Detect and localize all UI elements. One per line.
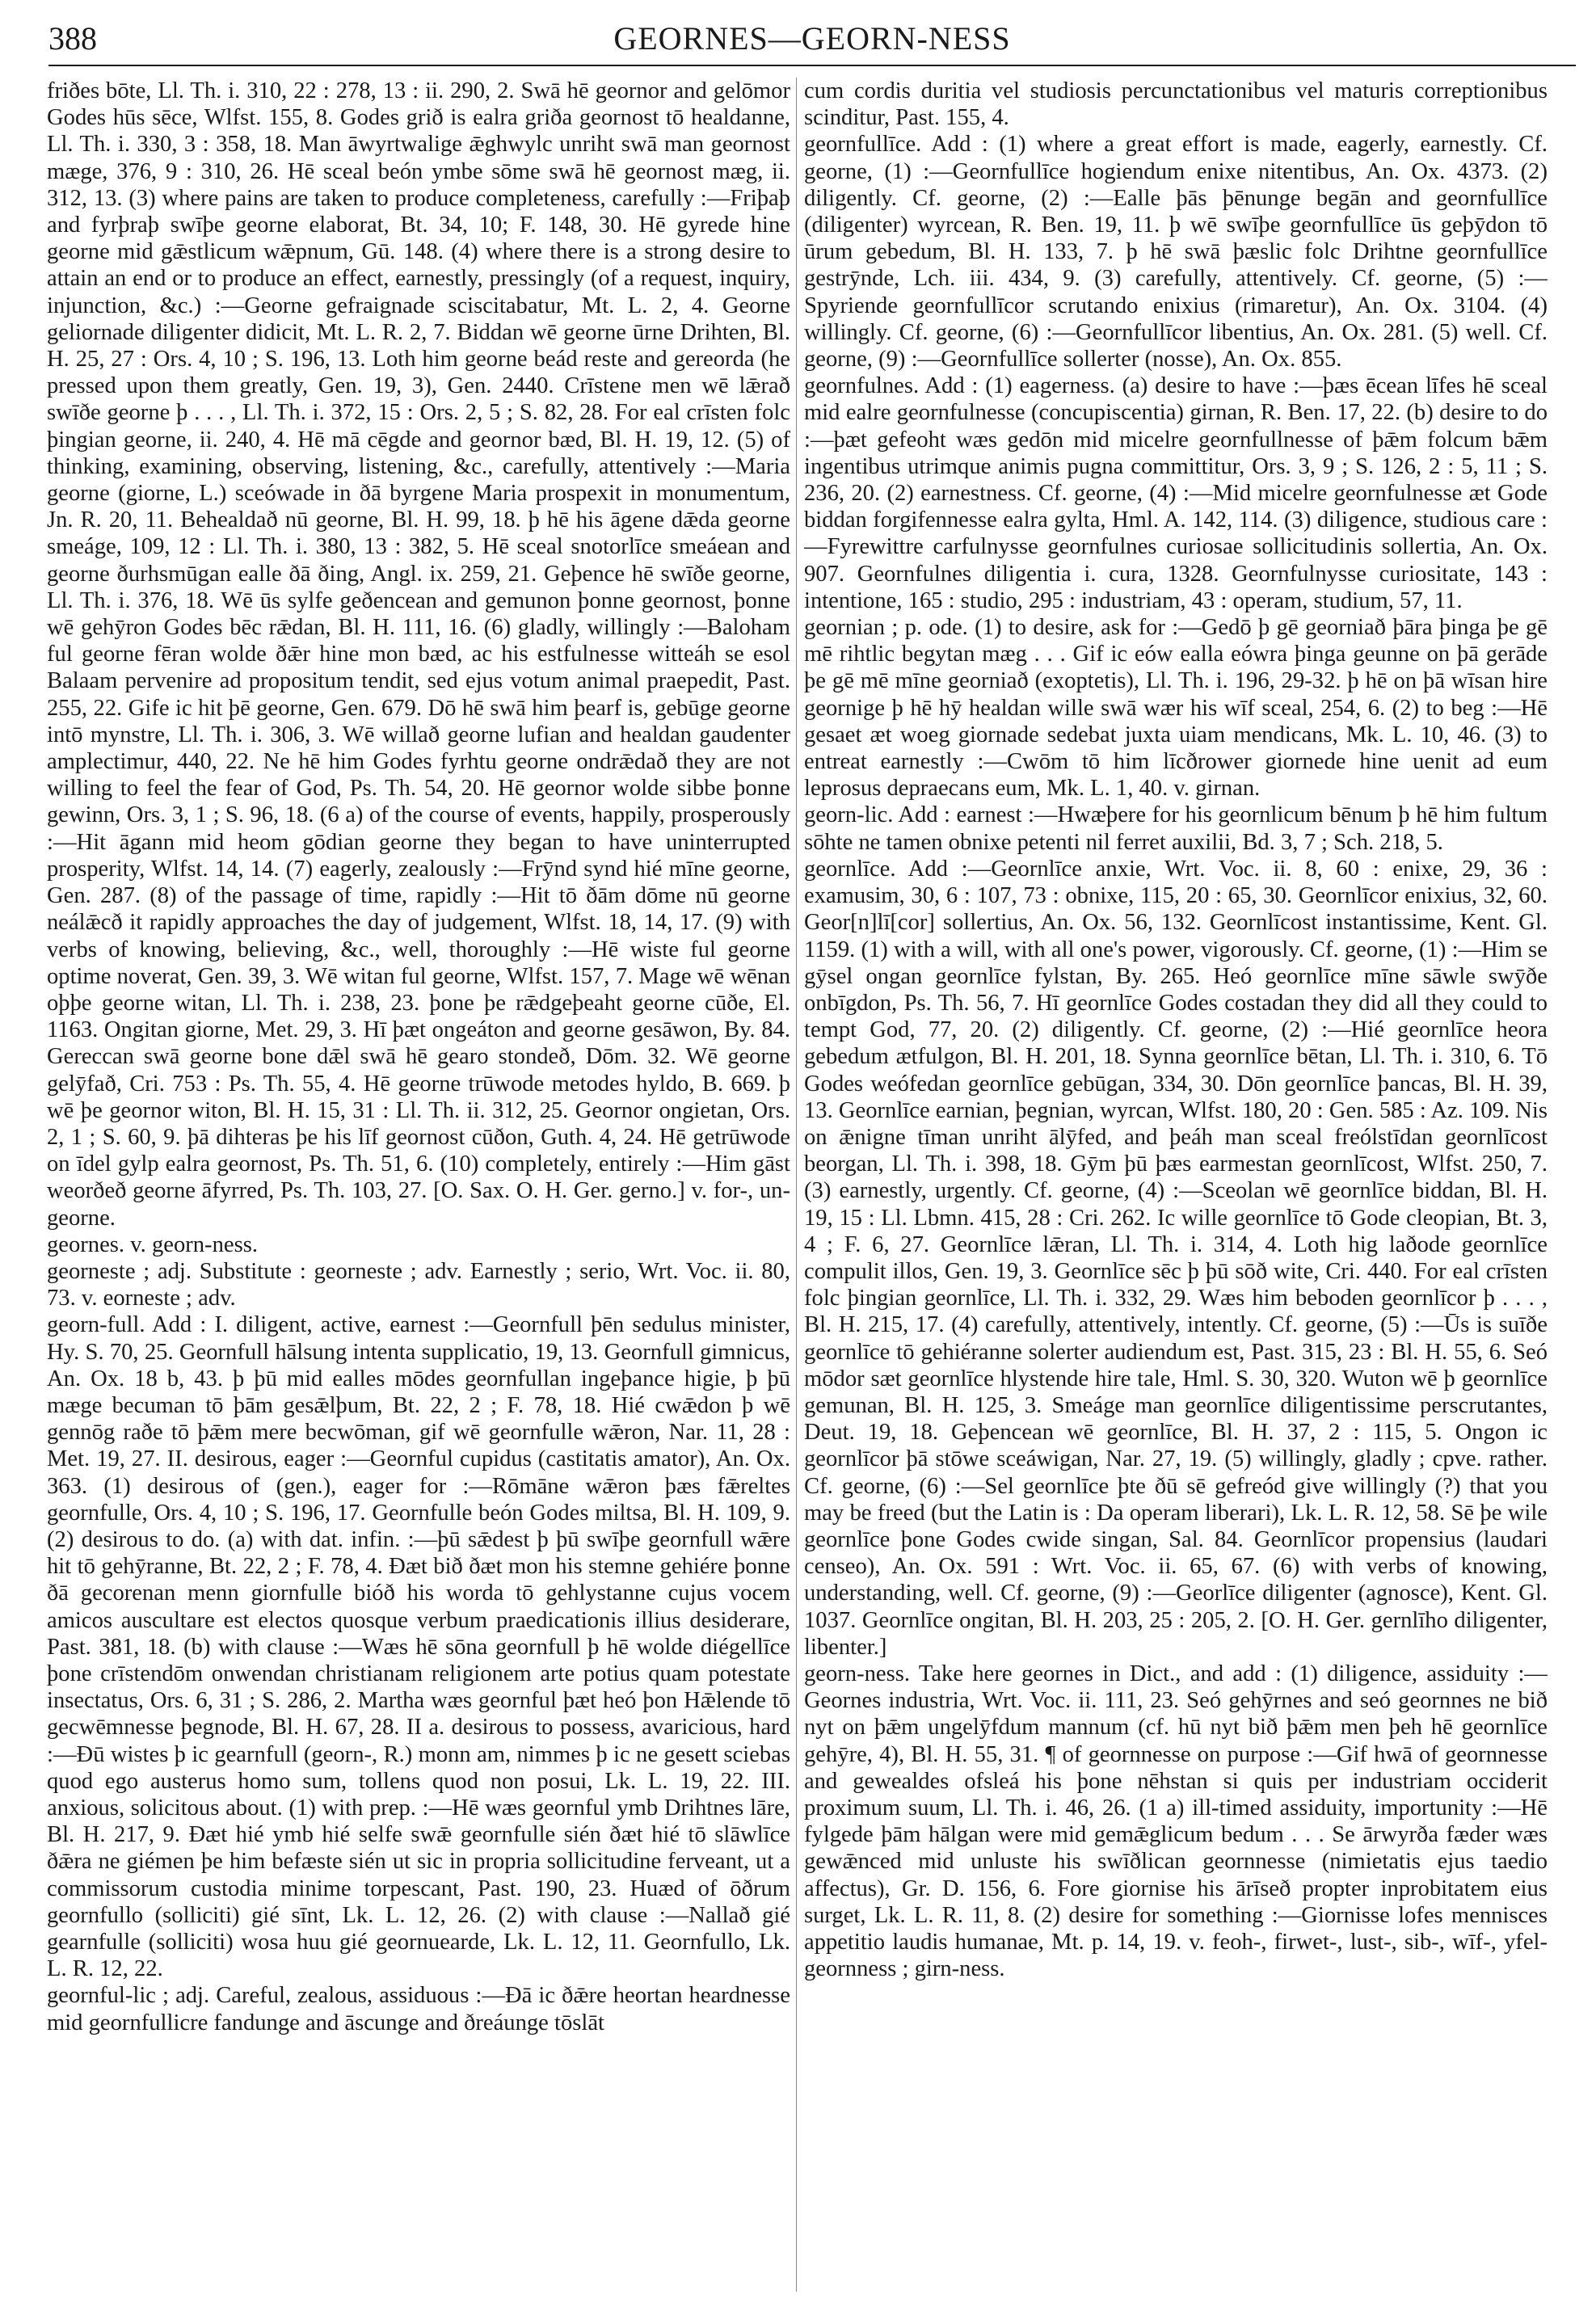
entry-georn-full: georn-full. Add : I. diligent, active, earnest :—Geornfull þēn sedulus minister, Hy. S. 70, 25. Geornfull hālsung intenta supplicatio, 19, 13. Geornfull gimnicus, An. Ox. 18 b, 43. þ þū mid ealles mōdes geornfullan ingeþance higie, þ þū mæge becuman tō þām gesǣlþum, Bt. 22, 2 ; F. 78, 18. Hié cwǣdon þ wē gennōg raðe tō þǣm mere becwōman, gif wē geornfulle wǣron, Nar. 11, 28 : Met. 19, 27. II. desirous, eager :—Geornful cupidus (castitatis amator), An. Ox. 363. (1) desirous of (gen.), eager for :—Rōmāne wǣron þæs fǣreltes geornfulle, Ors. 4, 10 ; S. 196, 17. Geornfulle beón Godes miltsa, Bl. H. 109, 9. (2) desirous to do. (a) with dat. infin. :—þū sǣdest þ þū swīþe geornfull wǣre hit tō gehȳranne, Bt. 22, 2 ; F. 78, 4. Ðæt bið ðæt mon his stemne gehiére þonne ðā gecorenan menn giornfulle bióð his worda tō gehlystanne cujus vocem amicos auscultare est electos quosque verbum praedicationis illius desiderare, Past. 381, 18. (b) with clause :—Wæs hē sōna geornfull þ hē wolde diégellīce þone crīstendōm onwendan christianam religionem arte potius quam potestate insectatus, Ors. 6, 31 ; S. 286, 2. Martha wæs geornful þæt heó þon Hǣlende tō gecwēmnesse þegnode, Bl. H. 67, 28. II a. desirous to possess, avaricious, hard :—Ðū wistes þ ic gearnfull (georn-, R.) monn am, nimmes þ ic ne gesett sciebas quod ego austerus homo sum, tollens quod non posui, Lk. L. 19, 22. III. anxious, solicitous about. (1) with prep. :—Hē wæs geornful ymb Drihtnes lāre, Bl. H. 217, 9. Ðæt hié ymb hié selfe swǣ geornfulle sién ðæt hié tō slāwlīce ðǣra ne giémen þe him befæste sién ut sic in propria sollicitudine ferveant, ut a commissorum custodia minime torpescant, Past. 190, 23. Huæd of ōðrum geornfullo (solliciti) gié sīnt, Lk. L. 12, 26. (2) with clause :—Nallað gié gearnfulle (solliciti) wosa huu gié geornueardе, Lk. L. 12, 11. Geornfullo, Lk. L. R. 12, 22.	[47, 1312, 790, 1982]
entry-geornfullice: geornfullīce. Add : (1) where a great effort is made, eagerly, earnestly. Cf. georne, (1) :—Geornfullīce hogiendum enixe nitentibus, An. Ox. 4373. (2) diligently. Cf. georne, (2) :—Ealle þās þēnunge begān and geornfullīce (diligenter) wyrcean, R. Ben. 19, 11. þ wē swīþe geornfullīce ūs geþȳdon tō ūrum gebedum, Bl. H. 133, 7. þ hē swā þæslic folc Drihtne geornfullīce gestrȳnde, Lch. iii. 434, 9. (3) carefully, attentively. Cf. georne, (5) :—Spyriende geornfullīcor scrutando enixius (rimaretur), An. Ox. 3104. (4) willingly. Cf. georne, (6) :—Geornfullīcor libentius, An. Ox. 281. (5) well. Cf. georne, (9) :—Geornfullīce sollerter (nosse), An. Ox. 855.	[804, 132, 1548, 373]
entry-geornful-lic: geornful-lic ; adj. Careful, zealous, assiduous :—Ðā ic ðǣre heortan heardnesse mid geornfullicre fandunge and āscunge and ðreáunge tōslāt	[47, 1983, 790, 2035]
entry-georn-ness: georn-ness. Take here geornes in Dict., and add : (1) diligence, assiduity :—Geornes industria, Wrt. Voc. ii. 111, 23. Seó gehȳrnes and seó geornnes ne bið nyt on þǣm ungelȳfdum mannum (cf. hū nyt bið þǣm men þeh hē geornlīce gehȳre, 4), Bl. H. 55, 31. ¶ of geornnesse on purpose :—Gif hwā of geornnesse and gewealdes ofsleá his þone nēhstan si quis per industriam occiderit proximum suum, Ll. Th. i. 46, 26. (1 a) ill-timed assiduity, importunity :—Hē fylgede þām hālgan were mid gemǣglicum bedum . . . Se ārwyrða fæder wæs gewǣnced mid unluste his swīðlican geornnesse (nimietatis ejus taedio affectus), Gr. D. 156, 6. Fore giornise his ārīseð propter inprobitatem eius surget, Lk. L. R. 11, 8. (2) desire for something :—Giornisse lofes mennisces appetitio laudis humanae, Mt. p. 14, 19. v. feoh-, firwet-, lust-, sib-, wīf-, yfel-geornness ; girn-ness.	[804, 1661, 1548, 1982]
entry-geornian: geornian ; p. ode. (1) to desire, ask for :—Gedō þ gē georniað þāra þinga þe gē mē rihtlic begytan mæg . . . Gif ic eów ealla eówra þinga geunne on þā gerāde þe gē mē mīne georniað (exoptetis), Ll. Th. i. 196, 29-32. þ hē on þā wīsan hire geornige þ hē hȳ healdan wille swā wær his wīf sceal, 254, 6. (2) to beg :—Hē gesaet æt woeg giornade sedebat juxta uiam mendicans, Mk. L. 10, 46. (3) to entreat earnestly :—Cwōm tō him līcðrower giornede hine uenit ad eum leprosus depraecans eum, Mk. L. 1, 40. v. girnan.	[804, 615, 1548, 802]
entry-geornes: geornes. v. georn-ness.	[47, 1231, 258, 1257]
header-rule	[48, 65, 1576, 66]
column-divider	[796, 78, 797, 2292]
page-header	[48, 15, 1576, 60]
running-head: GEORNES—GEORN-NESS	[613, 20, 1011, 57]
page-number: 388	[48, 20, 97, 57]
right-column	[804, 78, 1548, 2292]
entry-geornfulnes: geornfulnes. Add : (1) eagerness. (a) desire to have :—þæs ēcean līfes hē sceal mid ealre geornfulnesse (concupiscentia) girnan, R. Ben. 17, 22. (b) desire to do :—þæt gefeoht wæs gedōn mid micelre geornfullnesse of þǣm folcum bǣm ingentibus utrimque animis pugna committitur, Ors. 3, 9 ; S. 126, 2 : 5, 11 ; S. 236, 20. (2) earnestness. Cf. georne, (4) :—Mid micelre geornfulnesse æt Gode biddan forgifennesse ealra gylta, Hml. A. 142, 114. (3) diligence, studious care :—Fyrewittre carfulnysse geornfulnes curiosae sollicitudinis sollertia, An. Ox. 907. Geornfulnes diligentia i. cura, 1328. Geornfulnysse curiositate, 143 : intentione, 165 : studio, 295 : industriam, 43 : operam, studium, 57, 11.	[804, 373, 1548, 613]
entry-georn-lic: georn-lic. Add : earnest :—Hwæþere for his geornlicum bēnum þ hē him fultum sōhte ne tamen obnixe petenti nil ferret auxilii, Bd. 3, 7 ; Sch. 218, 5.	[804, 802, 1548, 855]
left-column	[47, 78, 790, 2292]
entry-georneste: georneste ; adj. Substitute : georneste ; adv. Earnestly ; serio, Wrt. Voc. ii. 80, 73. v. eorneste ; adv.	[47, 1258, 790, 1311]
entry-geornful-lic-continued: cum cordis duritia vel studiosis percunctationibus vel maturis correptionibus scinditur, Past. 155, 4.	[804, 78, 1548, 131]
entry-geornlice: geornlīce. Add :—Geornlīce anxie, Wrt. Voc. ii. 8, 60 : enixe, 29, 36 : examusim, 30, 6 : 107, 73 : obnixe, 115, 20 : 65, 30. Geornlīcor enixius, 32, 60. Geor[n]lī[cor] sollertius, An. Ox. 56, 132. Geornlīcost instantissime, Kent. Gl. 1159. (1) with a will, with all one's power, vigorously. Cf. georne, (1) :—Him se gȳsel ongan geornlīce fylstan, By. 265. Heó geornlīce mīne sāwle swȳðe onbīgdon, Ps. Th. 56, 7. Hī geornlīce Godes costadan they did all they could to tempt God, 77, 20. (2) diligently. Cf. georne, (2) :—Hié geornlīce heora gebedum ætfulgon, Bl. H. 201, 18. Synna geornlīce bētan, Ll. Th. i. 310, 6. Tō Godes weófedan geornlīce gebūgan, 334, 30. Dōn geornlīce þancas, Bl. H. 39, 13. Geornlīce earnian, þegnian, wyrcan, Wlfst. 180, 20 : Gen. 585 : Az. 109. Nis on ǣnigne tīman unriht ālȳfed, and þeáh man sceal freólstīdan geornlīcost beorgan, Ll. Th. i. 398, 18. Gȳm þū þæs earmestan geornlīcost, Wlfst. 250, 7. (3) earnestly, urgently. Cf. georne, (4) :—Sceolan wē geornlīce biddan, Bl. H. 19, 15 : Ll. Lbmn. 415, 28 : Cri. 262. Ic wille geornlīce tō Gode cleopian, Bt. 3, 4 ; F. 6, 27. Geornlīce lǣran, Ll. Th. i. 314, 4. Loth hig laðode geornlīce compulit illos, Gen. 19, 3. Geornlīce sēc þ þū sōð wite, Cri. 440. For eal crīsten folc þingian geornlīce, Ll. Th. i. 332, 29. Wæs him beboden geornlīcor þ . . . , Bl. H. 215, 17. (4) carefully, attentively, intently. Cf. georne, (5) :—Ūs is suīðe geornlīce tō gehiéranne solerter audiendum est, Past. 315, 23 : Bl. H. 55, 6. Seó mōdor sæt geornlīce hlystende hire tale, Hml. S. 30, 320. Wuton wē þ geornlīce gemunan, Bl. H. 125, 3. Smeáge man geornlīce diligentissime perscrutantes, Deut. 19, 18. Geþencean wē geornlīce, Bl. H. 37, 2 : 115, 5. Ongon ic geornlīcor þā stōwe sceáwigan, Nar. 27, 19. (5) willingly, gladly ; cpve. rather. Cf. georne, (6) :—Sel geornlīce þte ðū sē gefreód give willingly (?) that you may be freed (but the Latin is : Da operam liberari), Lk. L. R. 12, 58. Sē þe wile geornlīce þone Godes cwide singan, Sal. 84. Geornlīcor propensius (laudari censeo), An. Ox. 591 : Wrt. Voc. ii. 65, 67. (6) with verbs of knowing, understanding, well. Cf. georne, (9) :—Georlīce diligenter (agnosce), Kent. Gl. 1037. Geornlīce ongitan, Bl. H. 203, 25 : 205, 2. [O. H. Ger. gernlīho diligenter, libenter.]	[804, 856, 1548, 1660]
entry-georne-continued: friðes bōte, Ll. Th. i. 310, 22 : 278, 13 : ii. 290, 2. Swā hē geornor and gelōmor Godes hūs sēce, Wlfst. 155, 8. Godes grið is ealra griða geornost tō healdanne, Ll. Th. i. 330, 3 : 358, 18. Man āwyrtwalige ǣghwylc unriht swā man geornost mæge, 376, 9 : 310, 26. Hē sceal beón ymbe sōme swā hē geornost mæg, ii. 312, 13. (3) where pains are taken to produce completeness, carefully :—Friþaþ and fyrþraþ swīþe georne elaborat, Bt. 34, 10; F. 148, 30. Hē gyrede hine georne mid gǣstlicum wǣpnum, Gū. 148. (4) where there is a strong desire to attain an end or to produce an effect, earnestly, pressingly (of a request, inquiry, injunction, &c.) :—Georne gefraignade sciscitabatur, Mt. L. 2, 4. Georne geliornade diligenter didicit, Mt. L. R. 2, 7. Biddan wē georne ūrne Drihten, Bl. H. 25, 27 : Ors. 4, 10 ; S. 196, 13. Loth him georne beád reste and gereorda (he pressed upon them greatly, Gen. 19, 3), Gen. 2440. Crīstene men wē lǣrað swīðe georne þ . . . , Ll. Th. i. 372, 15 : Ors. 2, 5 ; S. 82, 28. For eal crīsten folc þingian georne, ii. 240, 4. Hē mā cēgde and geornor bæd, Bl. H. 19, 12. (5) of thinking, examining, observing, listening, &c., carefully, attentively :—Maria georne (giorne, L.) sceówade in ðā byrgene Maria prospexit in monumentum, Jn. R. 20, 11. Behealdað nū georne, Bl. H. 99, 18. þ hē his āgene dǣda georne smeáge, 109, 12 : Ll. Th. i. 380, 13 : 382, 5. Hē sceal snotorlīce smeáean and georne ðurhsmūgan ealle ðā ðing, Angl. ix. 259, 21. Geþence hē swīðe georne, Ll. Th. i. 376, 18. Wē ūs sylfe geðencean and gemunon þonne geornost, þonne wē gehȳron Godes bēc rǣdan, Bl. H. 111, 16. (6) gladly, willingly :—Baloham ful georne fēran wolde ðǣr hine mon bæd, ac his estfulnesse witteáh se esol Balaam pervenire ad propositum tendit, sed ejus votum animal praepedit, Past. 255, 22. Gife ic hit þē georne, Gen. 679. Dō hē swā him þearf is, gebūge georne intō mynstre, Ll. Th. i. 306, 3. Wē willað georne lufian and healdan gaudenter amplectimur, 440, 22. Ne hē him Godes fyrhtu georne ondrǣdað they are not willing to feel the fear of God, Ps. Th. 54, 20. Hē geornor wolde sibbe þonne gewinn, Ors. 3, 1 ; S. 96, 18. (6 a) of the course of events, happily, prosperously :—Hit āgann mid heom gōdian georne they began to have uninterrupted prosperity, Wlfst. 14, 14. (7) eagerly, zealously :—Frȳnd synd hié mīne georne, Gen. 287. (8) of the passage of time, rapidly :—Hit tō ðām dōme nū georne neálǣcð it rapidly approaches the day of judgement, Wlfst. 18, 14, 17. (9) with verbs of knowing, believing, &c., well, thoroughly :—Hē wiste ful georne optime noverat, Gen. 39, 3. Wē witan ful georne, Wlfst. 157, 7. Mage wē wēnan oþþe georne witan, Ll. Th. i. 238, 23. þone þe rǣdgeþeaht georne cūðe, El. 1163. Ongitan giorne, Met. 29, 3. Hī þæt ongeáton and georne gesāwon, By. 84. Gereccan swā georne bone dǣl swā hē gearo stondeð, Dōm. 32. Wē georne gelȳfað, Cri. 753 : Ps. Th. 55, 4. Hē georne trūwode metodes hyldo, B. 669. þ wē þe geornor witon, Bl. H. 15, 31 : Ll. Th. ii. 312, 25. Geornor ongietan, Ors. 2, 1 ; S. 60, 9. þā dihteras þe his līf geornost cūðon, Guth. 4, 24. Hē getrūwode on īdel gylp ealra geornost, Ps. Th. 51, 6. (10) completely, entirely :—Him gāst weorðeð georne āfyrred, Ps. Th. 103, 27. [O. Sax. O. H. Ger. gerno.] v. for-, un-georne.	[47, 78, 790, 1231]
